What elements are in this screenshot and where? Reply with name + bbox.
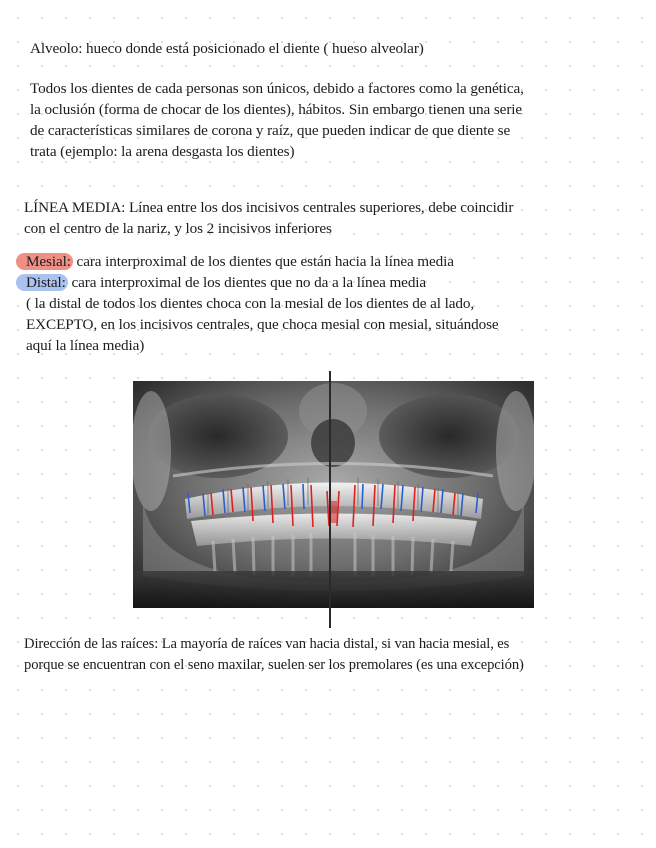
dientes-paragraph bbox=[30, 78, 640, 162]
raices-line: porque se encuentran con el seno maxilar, suelen ser los premolares (es una excepción) bbox=[24, 657, 524, 673]
panoramic-xray-image bbox=[133, 381, 534, 608]
distal-text: cara interproximal de los dientes que no da a la línea media bbox=[67, 274, 427, 291]
dientes-line: trata (ejemplo: la arena desgasta los dientes) bbox=[30, 143, 295, 160]
xray-drawing bbox=[133, 381, 534, 608]
mesial-definition bbox=[26, 251, 636, 272]
dientes-line: Todos los dientes de cada personas son únicos, debido a factores como la genética, bbox=[30, 80, 524, 97]
distal-note-line: aquí la línea media) bbox=[26, 337, 145, 354]
distal-definition bbox=[26, 272, 636, 293]
linea-media-line: con el centro de la nariz, y los 2 incisivos inferiores bbox=[24, 220, 332, 237]
distal-term: Distal: bbox=[16, 274, 68, 291]
mesial-term: Mesial: bbox=[16, 253, 73, 270]
alveolo-definition bbox=[30, 38, 630, 59]
raices-line: Dirección de las raíces: La mayoría de raíces van hacia distal, si van hacia mesial, es bbox=[24, 636, 510, 652]
raices-paragraph bbox=[24, 634, 639, 676]
dientes-line: la oclusión (forma de chocar de los dientes), hábitos. Sin embargo tienen una serie bbox=[30, 101, 523, 118]
mesial-text: cara interproximal de los dientes que están hacia la línea media bbox=[72, 253, 454, 270]
distal-note-line: EXCEPTO, en los incisivos centrales, que choca mesial con mesial, situándose bbox=[26, 316, 499, 333]
alveolo-text: Alveolo: hueco donde está posicionado el diente ( hueso alveolar) bbox=[30, 40, 424, 57]
linea-media-paragraph bbox=[24, 197, 639, 239]
dientes-line: de características similares de corona y raíz, que pueden indicar de que diente se bbox=[30, 122, 511, 139]
mesial-distal-section bbox=[26, 251, 636, 356]
distal-note-line: ( la distal de todos los dientes choca con la mesial de los dientes de al lado, bbox=[26, 295, 475, 312]
linea-media-line: LÍNEA MEDIA: Línea entre los dos incisivos centrales superiores, debe coincidir bbox=[24, 199, 514, 216]
midline-marker bbox=[329, 371, 331, 628]
